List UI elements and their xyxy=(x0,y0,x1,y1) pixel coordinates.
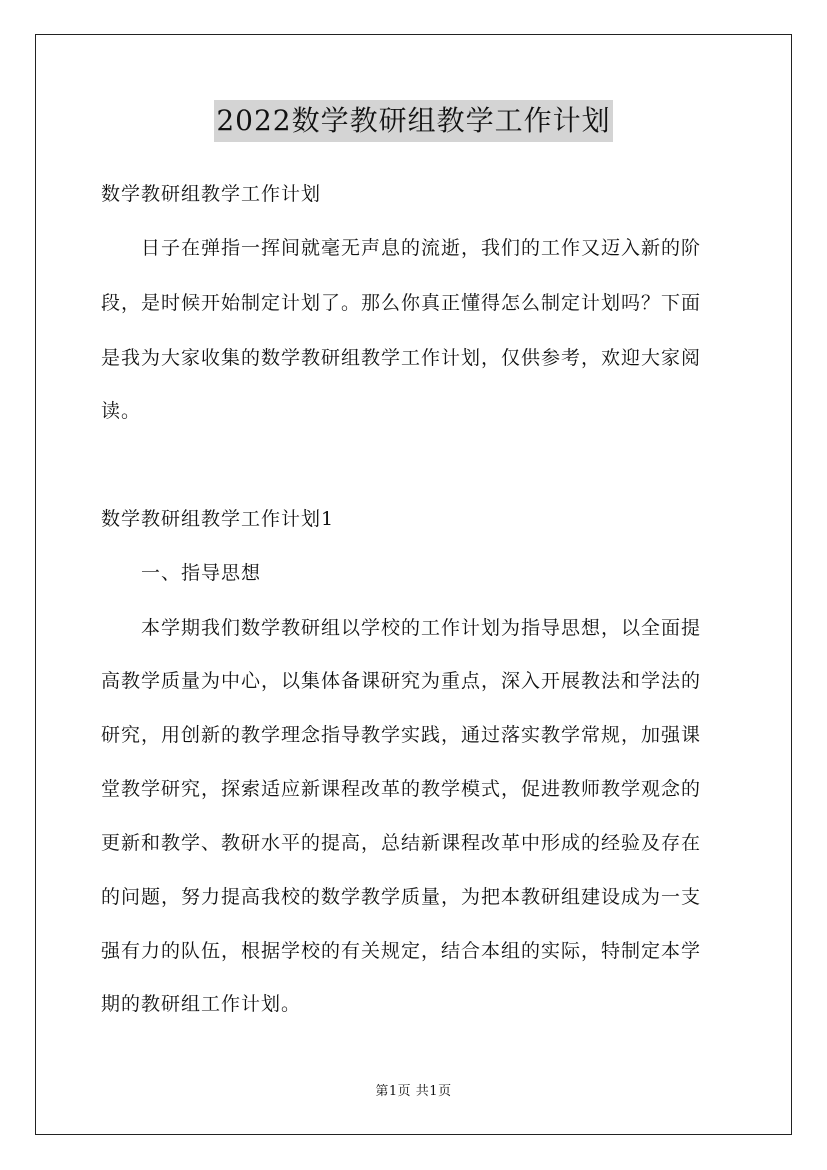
body-line-1: 本学期我们数学教研组以学校的工作计划为指导思想，以全面提 xyxy=(141,617,702,639)
body-line-8: 期的教研组工作计划。 xyxy=(101,993,302,1015)
body-line-7: 强有力的队伍，根据学校的有关规定，结合本组的实际，特制定本学 xyxy=(101,940,702,962)
section-title: 数学教研组教学工作计划1 xyxy=(101,508,335,530)
intro-line-3: 是我为大家收集的数学教研组教学工作计划，仅供参考，欢迎大家阅 xyxy=(101,347,702,369)
body-line-4: 堂教学研究，探索适应新课程改革的教学模式，促进教师教学观念的 xyxy=(101,778,702,800)
body-line-6: 的问题，努力提高我校的数学教学质量，为把本教研组建设成为一支 xyxy=(101,886,702,908)
page-number: 第1页 共1页 xyxy=(375,1084,452,1099)
subtitle: 数学教研组教学工作计划 xyxy=(101,183,322,205)
intro-line-4: 读。 xyxy=(101,400,142,422)
subsection-title: 一、指导思想 xyxy=(141,562,262,584)
intro-line-2: 段，是时候开始制定计划了。那么你真正懂得怎么制定计划吗？下面 xyxy=(101,292,702,314)
intro-line-1: 日子在弹指一挥间就毫无声息的流逝，我们的工作又迈入新的阶 xyxy=(141,237,702,259)
document-title-block xyxy=(0,100,827,142)
body-line-3: 研究，用创新的教学理念指导教学实践，通过落实教学常规，加强课 xyxy=(101,724,702,746)
document-title: 2022数学教研组教学工作计划 xyxy=(214,100,612,142)
body-line-2: 高教学质量为中心，以集体备课研究为重点，深入开展教法和学法的 xyxy=(101,670,702,692)
body-line-5: 更新和教学、教研水平的提高，总结新课程改革中形成的经验及存在 xyxy=(101,832,702,854)
